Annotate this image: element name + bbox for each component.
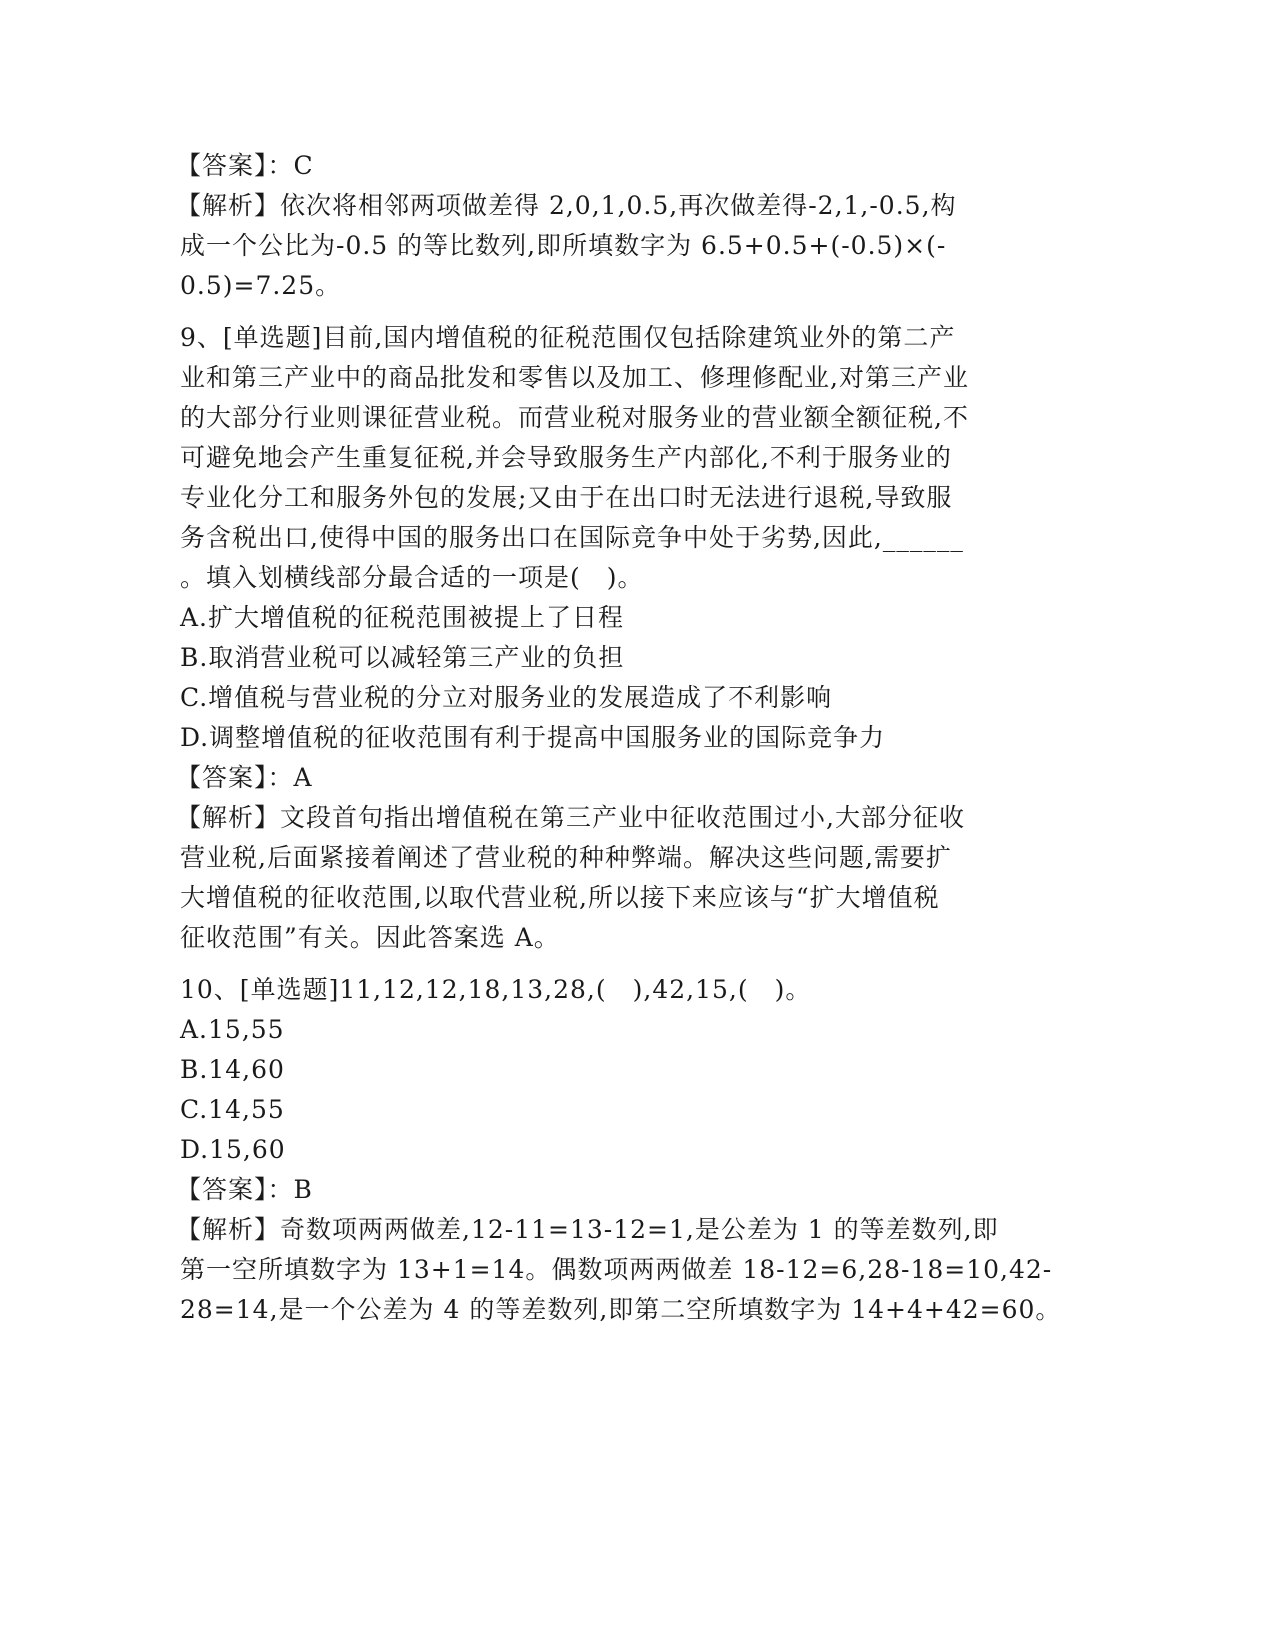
- question-stem-line: 务含税出口,使得中国的服务出口在国际竞争中处于劣势,因此,______: [180, 523, 964, 552]
- answer-line: 【答案】：A: [176, 763, 313, 792]
- analysis-line: 营业税,后面紧接着阐述了营业税的种种弊端。解决这些问题,需要扩: [180, 843, 952, 872]
- spacer: [180, 306, 1025, 318]
- question-stem-line: 9、[单选题]目前,国内增值税的征税范围仅包括除建筑业外的第二产: [180, 323, 956, 352]
- question-stem-line: 10、[单选题]11,12,12,18,13,28,( ),42,15,( )。: [180, 975, 812, 1004]
- option-c: C.14,55: [180, 1095, 285, 1124]
- option-a: A.扩大增值税的征税范围被提上了日程: [180, 603, 625, 632]
- analysis-line: 第一空所填数字为 13+1=14。偶数项两两做差 18-12=6,28-18=10,42-: [180, 1255, 1053, 1284]
- analysis-line: 28=14,是一个公差为 4 的等差数列,即第二空所填数字为 14+4+42=60。: [180, 1295, 1062, 1324]
- option-d: D.调整增值税的征收范围有利于提高中国服务业的国际竞争力: [180, 723, 886, 752]
- option-b: B.14,60: [180, 1055, 285, 1084]
- spacer: [180, 958, 1025, 970]
- answer-line: 【答案】：C: [176, 151, 314, 180]
- question-stem-line: 可避免地会产生重复征税,并会导致服务生产内部化,不利于服务业的: [180, 443, 952, 472]
- option-a: A.15,55: [180, 1015, 285, 1044]
- document-page: [176, 146, 1062, 1330]
- analysis-line: 【解析】文段首句指出增值税在第三产业中征收范围过小,大部分征收: [176, 803, 965, 832]
- question-stem-line: 。填入划横线部分最合适的一项是( )。: [180, 563, 644, 592]
- question-stem-line: 业和第三产业中的商品批发和零售以及加工、修理修配业,对第三产业: [180, 363, 969, 392]
- question-9: [176, 318, 1025, 958]
- question-10: [176, 970, 1062, 1330]
- option-d: D.15,60: [180, 1135, 286, 1164]
- analysis-line: 大增值税的征收范围,以取代营业税,所以接下来应该与“扩大增值税: [180, 883, 940, 912]
- answer-line: 【答案】：B: [176, 1175, 313, 1204]
- question-stem-line: 的大部分行业则课征营业税。而营业税对服务业的营业额全额征税,不: [180, 403, 969, 432]
- analysis-line: 成一个公比为-0.5 的等比数列,即所填数字为 6.5+0.5+(-0.5)×(-: [180, 231, 947, 260]
- question-stem-line: 专业化分工和服务外包的发展;又由于在出口时无法进行退税,导致服: [180, 483, 953, 512]
- analysis-line: 【解析】依次将相邻两项做差得 2,0,1,0.5,再次做差得-2,1,-0.5,构: [176, 191, 957, 220]
- analysis-line: 【解析】奇数项两两做差,12-11=13-12=1,是公差为 1 的等差数列,即: [176, 1215, 999, 1244]
- question-8-tail: [176, 146, 1025, 306]
- option-c: C.增值税与营业税的分立对服务业的发展造成了不利影响: [180, 683, 833, 712]
- analysis-line: 0.5)=7.25。: [180, 271, 342, 300]
- analysis-line: 征收范围”有关。因此答案选 A。: [180, 923, 560, 952]
- option-b: B.取消营业税可以减轻第三产业的负担: [180, 643, 625, 672]
